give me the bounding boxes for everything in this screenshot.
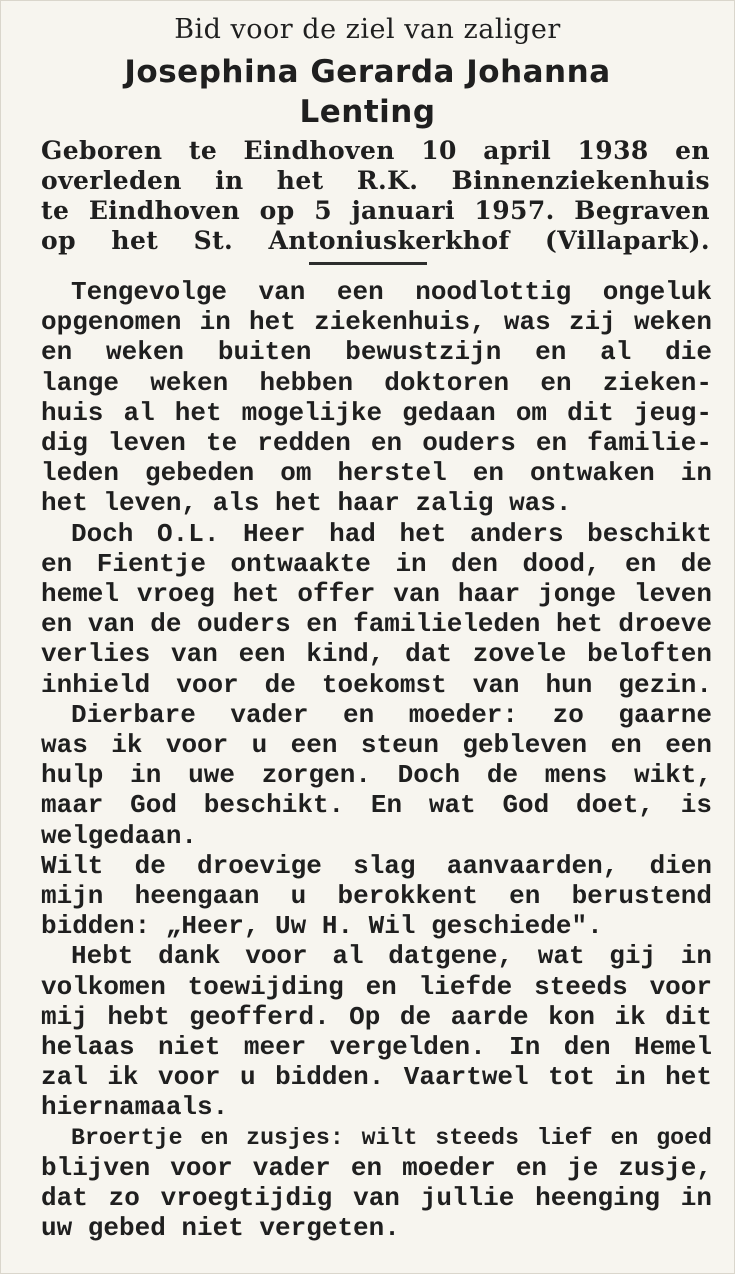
- text-line: volkomen toewijding en liefde steeds voor: [41, 971, 712, 1002]
- text-line: hulp in uwe zorgen. Doch de mens wikt,: [41, 760, 712, 791]
- text-line: en van de ouders en familieleden het droeve: [41, 609, 712, 640]
- text-line: leden gebeden om herstel en ontwaken in: [41, 458, 712, 489]
- text-line: verlies van een kind, dat zovele beloften: [41, 639, 712, 670]
- text-line: hiernamaals.: [41, 1092, 229, 1123]
- birth-line: overleden in het R.K. Binnenziekenhuis: [41, 166, 710, 195]
- text-line: dat zo vroegtijdig van jullie heenging in: [41, 1183, 712, 1214]
- section-divider: [309, 262, 427, 265]
- text-line: inhield voor de toekomst van hun gezin.: [41, 669, 712, 700]
- birth-line: Geboren te Eindhoven 10 april 1938 en: [41, 136, 710, 165]
- text-line: lange weken hebben doktoren en zieken-: [41, 367, 712, 398]
- text-line: en weken buiten bewustzijn en al die: [41, 337, 712, 368]
- deceased-name: [51, 52, 684, 132]
- text-line: het leven, als het haar zalig was.: [41, 488, 572, 519]
- birth-death-info: [41, 136, 710, 256]
- text-line: bidden: „Heer, Uw H. Wil geschiede".: [41, 911, 603, 942]
- birth-line: te Eindhoven op 5 januari 1957. Begraven: [41, 196, 710, 225]
- birth-line: op het St. Antoniuskerkhof (Villapark).: [41, 226, 710, 255]
- memorial-text: [41, 277, 712, 1244]
- text-line: helaas niet meer vergelden. In den Hemel: [41, 1032, 712, 1063]
- text-line: Doch O.L. Heer had het anders beschikt: [71, 518, 712, 549]
- text-line: hemel vroeg het offer van haar jonge leven: [41, 579, 712, 610]
- text-line: blijven voor vader en moeder en je zusje,: [41, 1152, 712, 1183]
- text-line: Broertje en zusjes: wilt steeds lief en goed: [71, 1124, 712, 1151]
- text-line: opgenomen in het ziekenhuis, was zij weken: [41, 307, 712, 338]
- text-line: en Fientje ontwaakte in den dood, en de: [41, 548, 712, 579]
- text-line: mijn heengaan u berokkent en berustend: [41, 881, 712, 912]
- text-line: Hebt dank voor al datgene, wat gij in: [71, 941, 712, 972]
- prayer-heading: Bid voor de ziel van zaliger: [174, 14, 561, 45]
- text-line: zal ik voor u bidden. Vaartwel tot in het: [41, 1062, 712, 1093]
- text-line: huis al het mogelijke gedaan om dit jeug-: [41, 397, 712, 428]
- text-line: Tengevolge van een noodlottig ongeluk: [71, 277, 712, 307]
- text-line: dig leven te redden en ouders en familie-: [41, 428, 712, 459]
- text-line: Dierbare vader en moeder: zo gaarne: [71, 699, 712, 730]
- text-line: Wilt de droevige slag aanvaarden, dien: [41, 850, 712, 881]
- text-line: mij hebt geofferd. Op de aarde kon ik dit: [41, 1001, 712, 1032]
- text-line: welgedaan.: [41, 820, 198, 851]
- deceased-surname: Lenting: [299, 94, 436, 130]
- text-line: uw gebed niet vergeten.: [41, 1213, 400, 1244]
- text-line: maar God beschikt. En wat God doet, is: [41, 790, 712, 821]
- deceased-given-names: Josephina Gerarda Johanna: [124, 54, 611, 90]
- text-line: was ik voor u een steun gebleven en een: [41, 730, 712, 761]
